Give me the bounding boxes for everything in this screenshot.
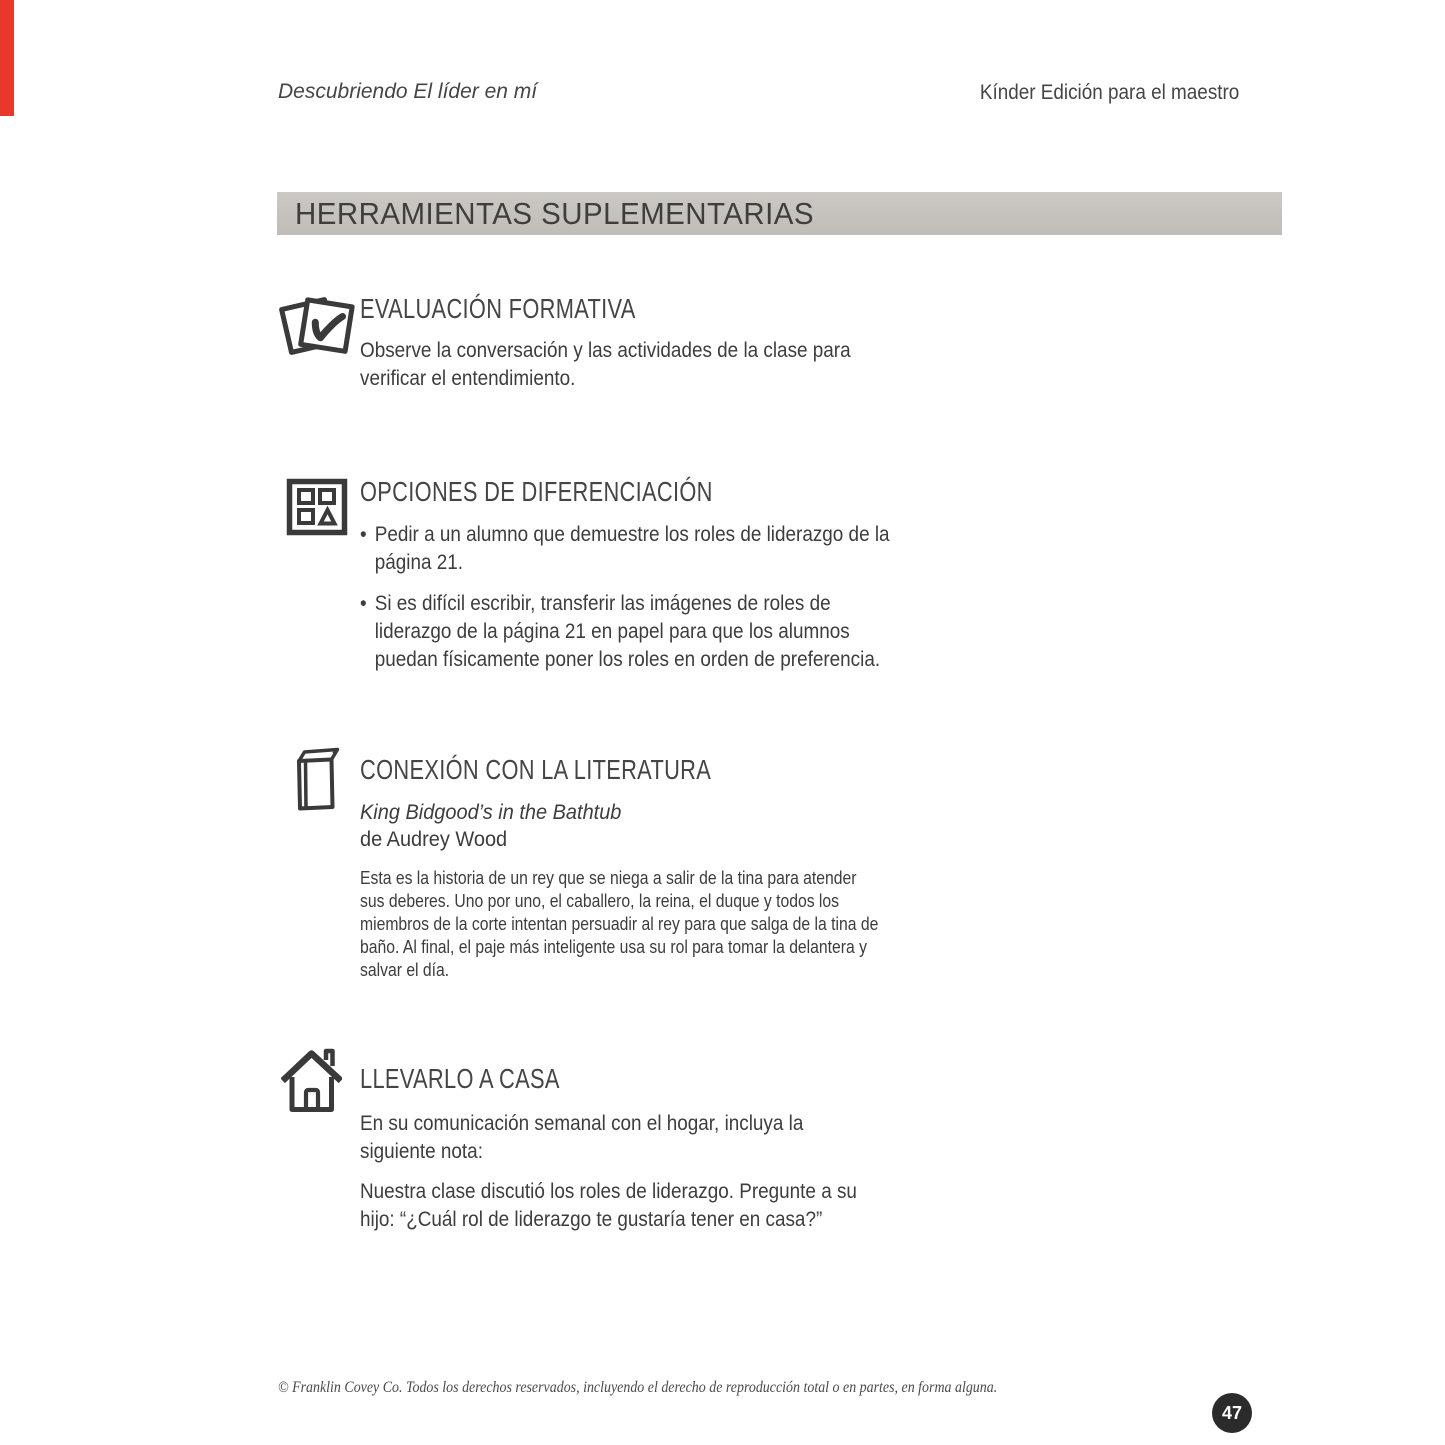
page-number-badge bbox=[1212, 1393, 1252, 1433]
copyright-line: © Franklin Covey Co. Todos los derechos reservados, incluyendo el derecho de reproducción total o en partes, en forma alguna. bbox=[278, 1379, 998, 1396]
shapes-grid-icon bbox=[286, 478, 348, 537]
bullet-glyph: • bbox=[360, 523, 367, 546]
section-title-evaluacion: EVALUACIÓN FORMATIVA bbox=[360, 293, 636, 324]
opciones-bullet-2-text: Si es difícil escribir, transferir las imágenes de roles de liderazgo de la página 21 en papel para que los alumnos puedan físicamente poner los roles en orden de preferencia. bbox=[374, 592, 881, 671]
book-summary: Esta es la historia de un rey que se niega a salir de la tina para atender sus deberes. Uno por uno, el caballero, la reina, el duque y todos los miembros de la corte intentan persuadir al rey para que salga de la tina de baño. Al final, el paje más inteligente usa su rol para tomar la delantera y salvar el día. bbox=[360, 867, 879, 980]
bullet-glyph: • bbox=[360, 592, 367, 615]
opciones-bullet-2 bbox=[360, 590, 880, 674]
page-number: 47 bbox=[1221, 1402, 1243, 1423]
opciones-bullet-1 bbox=[360, 521, 890, 577]
red-edge-accent-bar bbox=[0, 0, 14, 116]
check-papers-icon bbox=[279, 290, 355, 362]
banner-title: HERRAMIENTAS SUPLEMENTARIAS bbox=[295, 196, 815, 231]
llevarlo-paragraph-2: Nuestra clase discutió los roles de liderazgo. Pregunte a su hijo: “¿Cuál rol de liderazgo te gustaría tener en casa?” bbox=[360, 1180, 857, 1231]
running-head-edition: Kínder Edición para el maestro bbox=[979, 81, 1239, 104]
section-title-llevarlo: LLEVARLO A CASA bbox=[360, 1063, 560, 1094]
running-head-book-title: Descubriendo El líder en mí bbox=[278, 80, 538, 103]
book-author: de Audrey Wood bbox=[360, 828, 508, 851]
section-title-opciones: OPCIONES DE DIFERENCIACIÓN bbox=[360, 476, 713, 507]
book-icon bbox=[291, 744, 340, 814]
book-title: King Bidgood’s in the Bathtub bbox=[360, 801, 622, 824]
house-icon bbox=[281, 1046, 342, 1114]
section-title-conexion: CONEXIÓN CON LA LITERATURA bbox=[360, 754, 712, 785]
llevarlo-paragraph-1: En su comunicación semanal con el hogar, incluya la siguiente nota: bbox=[360, 1112, 804, 1163]
evaluacion-body: Observe la conversación y las actividades de la clase para verificar el entendimiento. bbox=[360, 339, 851, 390]
opciones-bullet-1-text: Pedir a un alumno que demuestre los roles de liderazgo de la página 21. bbox=[374, 523, 890, 574]
section-banner bbox=[277, 192, 1282, 235]
